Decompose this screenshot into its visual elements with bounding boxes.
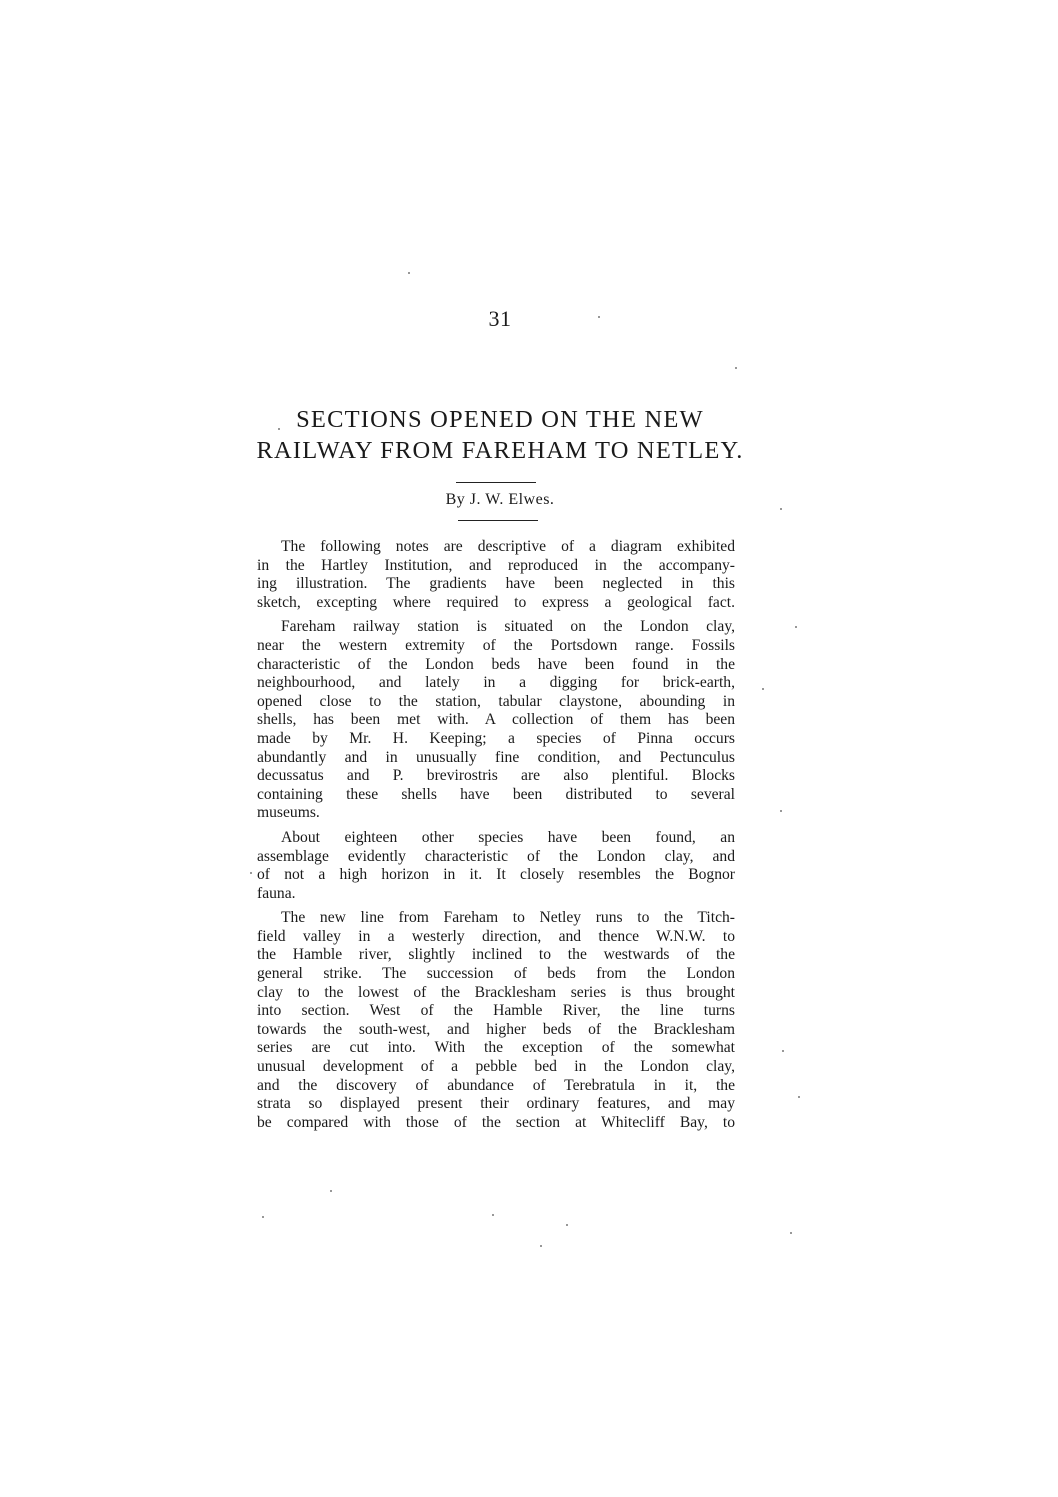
text-line: containing these shells have been distributed to several <box>257 785 735 803</box>
scan-speck <box>566 1224 568 1226</box>
title-rule <box>456 482 536 483</box>
text-line: strata so displayed present their ordinary features, and may <box>257 1095 735 1113</box>
scan-speck <box>735 367 737 369</box>
text-line: general strike. The succession of beds from the London <box>257 965 735 983</box>
text-line: fauna. <box>257 884 296 902</box>
scan-speck <box>780 810 782 812</box>
paragraph-4 <box>257 909 735 1132</box>
text-line: abundantly and in unusually fine condition, and Pectunculus <box>257 748 735 766</box>
text-line: neighbourhood, and lately in a digging for brick-earth, <box>257 674 735 692</box>
text-line: be compared with those of the section at Whitecliff Bay, to <box>257 1113 735 1131</box>
paragraph-2 <box>257 618 735 823</box>
scan-speck <box>790 1232 792 1234</box>
page-number: 31 <box>488 306 512 331</box>
text-line: characteristic of the London beds have been found in the <box>257 655 735 673</box>
scan-speck <box>795 626 797 628</box>
text-line: opened close to the station, tabular claystone, abounding in <box>257 692 735 710</box>
byline-rule <box>458 520 538 521</box>
scan-speck <box>262 1216 264 1218</box>
article-title <box>232 404 768 466</box>
body-text <box>257 538 735 1138</box>
text-line: sketch, excepting where required to express a geological fact. <box>257 593 735 611</box>
byline: By J. W. Elwes. <box>445 491 555 508</box>
scan-speck <box>330 1190 332 1192</box>
text-line: field valley in a westerly direction, and thence W.N.W. to <box>257 927 735 945</box>
text-line: The following notes are descriptive of a diagram exhibited <box>281 538 735 555</box>
text-line: the Hamble river, slightly inclined to the westwards of the <box>257 946 735 964</box>
text-line: in the Hartley Institution, and reproduced in the accompany- <box>257 556 735 574</box>
text-line: assemblage evidently characteristic of the London clay, and <box>257 847 735 865</box>
text-line: made by Mr. H. Keeping; a species of Pinna occurs <box>257 729 735 747</box>
scan-speck <box>598 316 600 318</box>
paragraph-1 <box>257 538 735 612</box>
title-line-2: RAILWAY FROM FAREHAM TO NETLEY. <box>256 437 744 464</box>
scan-speck <box>798 1096 800 1098</box>
text-line: clay to the lowest of the Bracklesham series is thus brought <box>257 983 735 1001</box>
title-line-1: SECTIONS OPENED ON THE NEW <box>296 406 704 433</box>
scan-speck <box>762 688 764 690</box>
scan-speck <box>408 272 410 274</box>
text-line: Fareham railway station is situated on the London clay, <box>281 618 735 636</box>
scan-speck <box>250 872 252 874</box>
text-line: series are cut into. With the exception of the somewhat <box>257 1039 735 1057</box>
text-line: shells, has been met with. A collection of them has been <box>257 711 735 729</box>
scan-speck <box>278 428 280 430</box>
text-line: The new line from Fareham to Netley runs to the Titch- <box>281 909 735 927</box>
scan-speck <box>780 508 782 510</box>
scan-speck <box>492 1214 494 1216</box>
text-line: About eighteen other species have been found, an <box>281 828 735 846</box>
text-line: unusual development of a pebble bed in the London clay, <box>257 1058 735 1076</box>
text-line: of not a high horizon in it. It closely resembles the Bognor <box>257 866 735 884</box>
text-line: and the discovery of abundance of Terebratula in it, the <box>257 1076 735 1094</box>
scan-speck <box>782 1050 784 1052</box>
text-line: ing illustration. The gradients have been neglected in this <box>257 575 735 593</box>
text-line: decussatus and P. brevirostris are also plentiful. Blocks <box>257 767 735 785</box>
scan-speck <box>540 1245 542 1247</box>
paragraph-3 <box>257 829 735 903</box>
text-line: near the western extremity of the Portsdown range. Fossils <box>257 636 735 654</box>
text-line: museums. <box>257 804 320 822</box>
text-line: towards the south-west, and higher beds of the Bracklesham <box>257 1020 735 1038</box>
text-line: into section. West of the Hamble River, the line turns <box>257 1002 735 1020</box>
